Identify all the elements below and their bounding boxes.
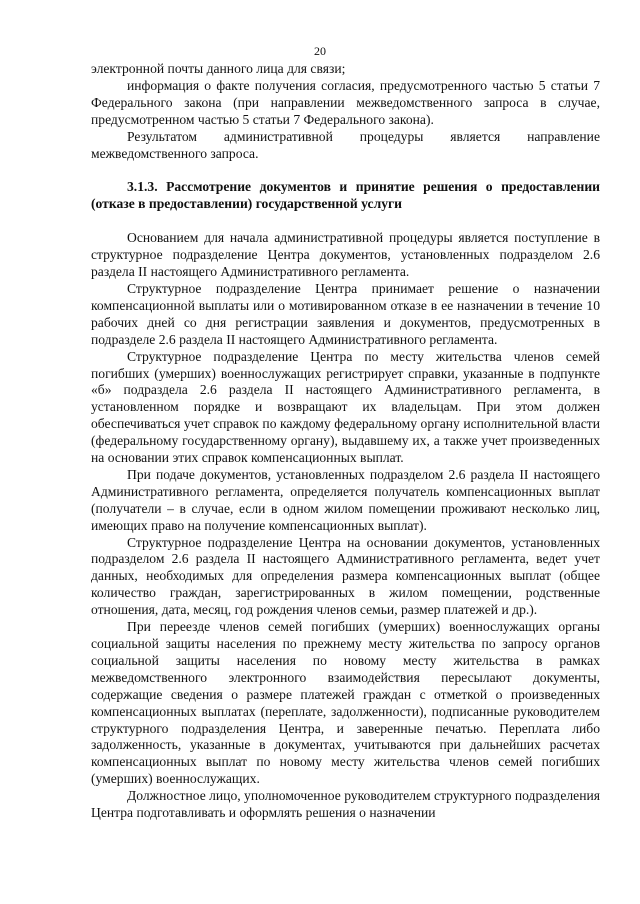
paragraph-spacer (91, 162, 600, 179)
section-heading: 3.1.3. Рассмотрение документов и принятие решения о предоставлении (отказе в предоставлении) государственной услуги (91, 179, 600, 212)
paragraph: Структурное подразделение Центра принимает решение о назначении компенсационной выплаты или о мотивированном отказе в ее назначении в течение 10 рабочих дней со дня регистрации заявления и документов, предусмотренных в подразделе 2.6 раздела II настоящего Административного регламента. (91, 280, 600, 347)
paragraph-spacer (91, 213, 600, 230)
page-number: 20 (314, 44, 326, 58)
document-body (91, 61, 600, 822)
paragraph: При подаче документов, установленных подразделом 2.6 раздела II настоящего Административного регламента, определяется получатель компенсационных выплат (получатели – в случае, если в одном жилом помещении проживают несколько лиц, имеющих право на получение компенсационных выплат). (91, 466, 600, 533)
paragraph: электронной почты данного лица для связи; (91, 61, 346, 76)
paragraph: При переезде членов семей погибших (умерших) военнослужащих органы социальной защиты населения по прежнему месту жительства по запросу органов социальной защиты населения по новому месту жительства в рамках межведомственного электронного взаимодействия пересылают документы, содержащие сведения о размере платежей граждан с отметкой о произведенных компенсационных выплатах (переплате, задолженности), подписанные руководителем структурного подразделения Центра, и заверенные печатью. Переплата либо задолженность, указанные в документах, учитываются при дальнейших расчетах компенсационных выплат по новому месту жительства членов семей погибших (умерших) военнослужащих. (91, 619, 600, 787)
paragraph: Основанием для начала административной процедуры является поступление в структурное подразделение Центра документов, установленных подразделом 2.6 раздела II настоящего Административного регламента. (91, 230, 600, 280)
paragraph: информация о факте получения согласия, предусмотренного частью 5 статьи 7 Федерального закона (при направлении межведомственного запроса в случае, предусмотренном частью 5 статьи 7 Федерального закона). (91, 77, 600, 127)
paragraph: Структурное подразделение Центра по месту жительства членов семей погибших (умерших) военнослужащих регистрирует справки, указанные в подпункте «б» подраздела 2.6 раздела II настоящего Административного регламента, в установленном порядке и возвращают их владельцам. При этом должен обеспечиваться учет справок по каждому федеральному органу исполнительной власти (федеральному государственному органу), выдавшему их, а также учет произведенных на основании этих справок компенсационных выплат. (91, 348, 600, 466)
paragraph: Должностное лицо, уполномоченное руководителем структурного подразделения Центра подготавливать и оформлять решения о назначении (91, 788, 600, 821)
paragraph: Структурное подразделение Центра на основании документов, установленных подразделом 2.6 раздела II настоящего Административного регламента, ведет учет данных, необходимых для определения размера компенсационных выплат (общее количество граждан, зарегистрированных в жилом помещении, родственные отношения, дата, месяц, год рождения членов семьи, размер платежей и др.). (91, 534, 600, 618)
paragraph: Результатом административной процедуры является направление межведомственного запроса. (91, 128, 600, 161)
